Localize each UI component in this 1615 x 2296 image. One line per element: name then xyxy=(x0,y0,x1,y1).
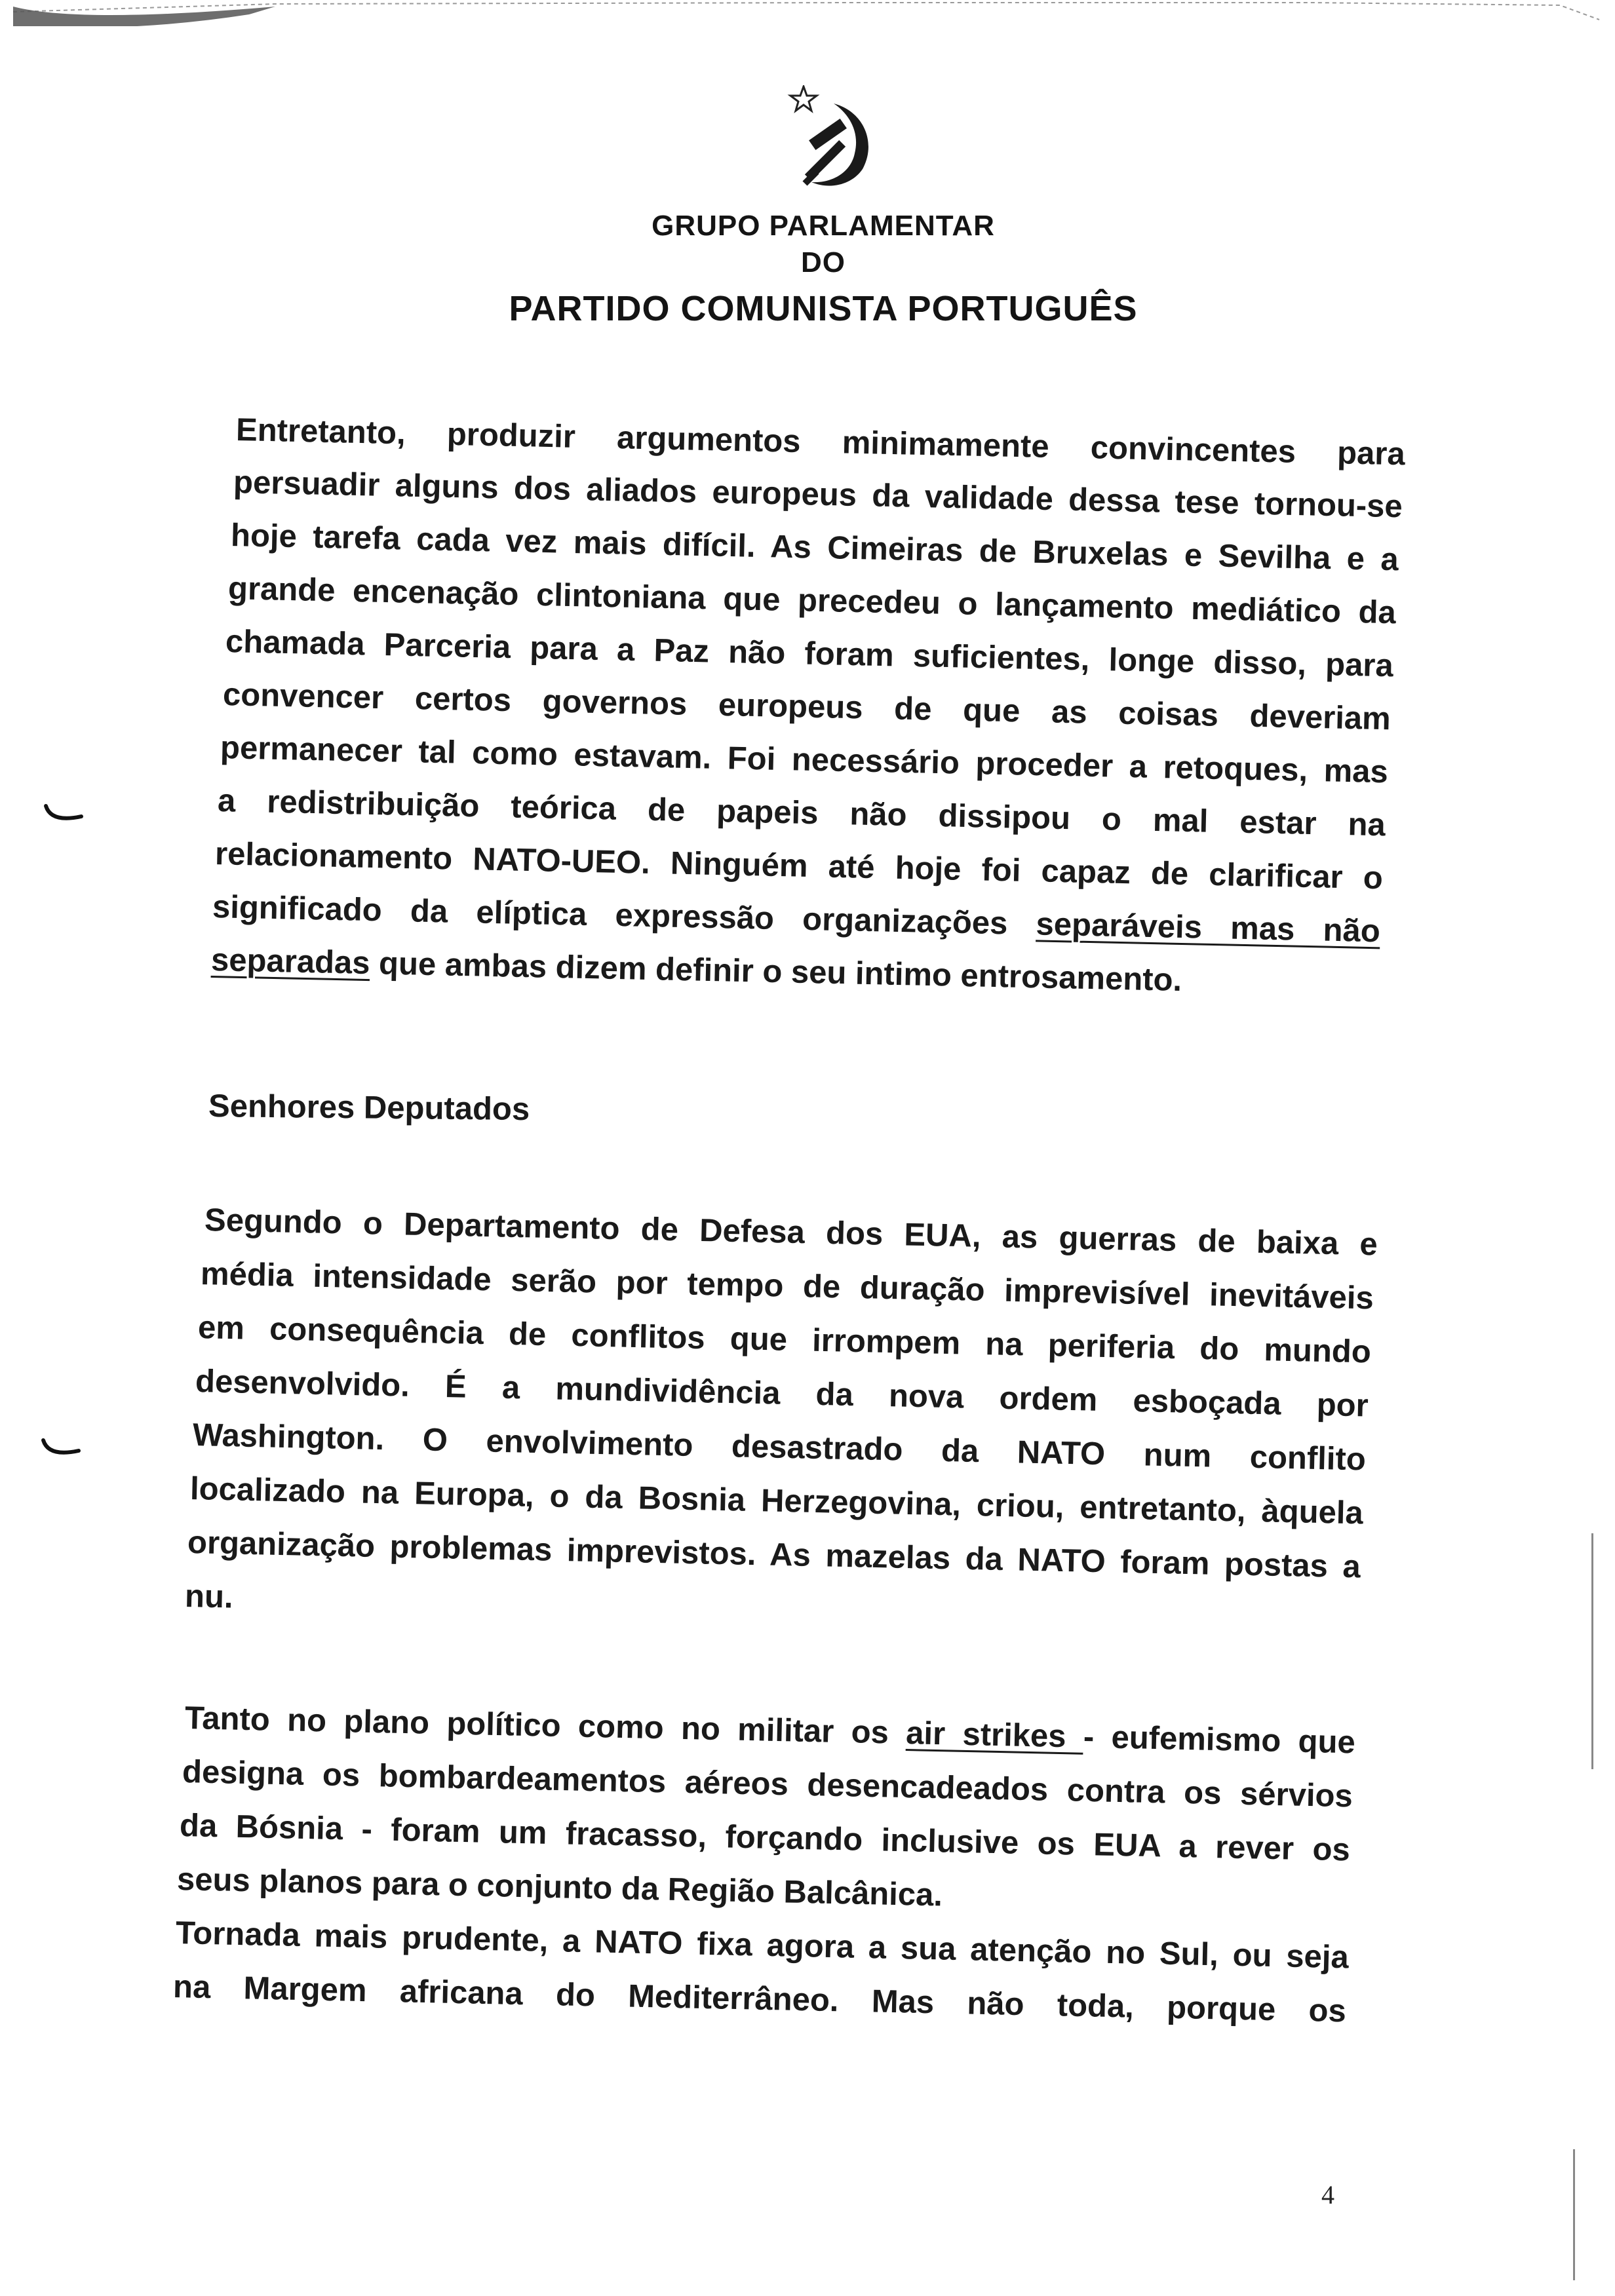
paragraph-line: persuadir alguns dos aliados europeus da validade dessa tese tornou-se xyxy=(233,465,1403,525)
paragraph-line xyxy=(212,891,1380,953)
paragraph-line: relacionamento NATO-UEO. Ninguém até hoje foi capaz de clarificar o xyxy=(214,836,1384,896)
paragraph-line: hoje tarefa cada vez mais difícil. As Cimeiras de Bruxelas e Sevilha e a xyxy=(230,518,1399,578)
paragraph-line: nu. xyxy=(184,1578,234,1615)
paragraph-text: - eufemismo que xyxy=(1083,1719,1356,1761)
paragraph-line: seus planos para o conjunto da Região Balcânica. xyxy=(176,1862,943,1913)
paragraph-line: permanecer tal como estavam. Foi necessário proceder a retoques, mas xyxy=(220,730,1389,790)
underlined-phrase: air strikes xyxy=(905,1715,1084,1755)
salutation: Senhores Deputados xyxy=(208,1088,530,1128)
paragraph-line: Segundo o Departamento de Defesa dos EUA, as guerras de baixa e xyxy=(204,1202,1378,1263)
paragraph-line: a redistribuição teórica de papeis não dissipou o mal estar na xyxy=(217,783,1386,843)
paragraph-text: que ambas dizem definir o seu intimo entrosamento. xyxy=(369,946,1182,999)
paragraph-line: desenvolvido. É a mundividência da nova ordem esboçada por xyxy=(195,1364,1369,1424)
paragraph-line xyxy=(184,1702,1355,1765)
header-party-name: PARTIDO COMUNISTA PORTUGUÊS xyxy=(509,289,1138,328)
paragraph-line: localizado na Europa, o da Bosnia Herzegovina, criou, entretanto, àquela xyxy=(189,1471,1364,1531)
paragraph-line: convencer certos governos europeus de que as coisas deveriam xyxy=(222,677,1391,737)
scan-edge-line xyxy=(1573,2149,1575,2280)
paragraph-line: em consequência de conflitos que irrompem na periferia do mundo xyxy=(197,1310,1372,1370)
paragraph-line: na Margem africana do Mediterrâneo. Mas não toda, porque os xyxy=(172,1969,1347,2029)
paragraph-line: organização problemas imprevistos. As mazelas da NATO foram postas a xyxy=(187,1525,1361,1585)
paragraph-line: Entretanto, produzir argumentos minimamente convincentes para xyxy=(235,412,1406,472)
underlined-phrase: separadas xyxy=(210,942,371,982)
paragraph-line: designa os bombardeamentos aéreos desencadeados contra os sérvios xyxy=(182,1754,1353,1814)
paragraph-line xyxy=(210,944,1379,1006)
paragraph-line: Tornada mais prudente, a NATO fixa agora a sua atenção no Sul, ou seja xyxy=(175,1915,1350,1976)
margin-check-mark xyxy=(41,1438,81,1461)
margin-check-mark xyxy=(43,803,84,827)
scan-edge-line xyxy=(1591,1533,1593,1769)
header-connector: DO xyxy=(801,246,846,278)
paragraph-line: da Bósnia - foram um fracasso, forçando inclusive os EUA a rever os xyxy=(179,1808,1351,1868)
paragraph-text: significado da elíptica expressão organizações xyxy=(212,889,1037,942)
paragraph-line: grande encenação clintoniana que precedeu o lançamento mediático da xyxy=(227,571,1397,631)
paragraph-line: média intensidade serão por tempo de duração imprevisível inevitáveis xyxy=(200,1256,1374,1316)
header-group-title: GRUPO PARLAMENTAR xyxy=(652,210,995,242)
underlined-phrase: separáveis mas não xyxy=(1036,906,1381,949)
page-number: 4 xyxy=(1321,2180,1334,2210)
paragraph-line: Washington. O envolvimento desastrado da NATO num conflito xyxy=(192,1417,1367,1478)
paragraph-line: chamada Parceria para a Paz não foram suficientes, longe disso, para xyxy=(225,624,1394,684)
paragraph-text: Tanto no plano político como no militar os xyxy=(184,1700,906,1751)
